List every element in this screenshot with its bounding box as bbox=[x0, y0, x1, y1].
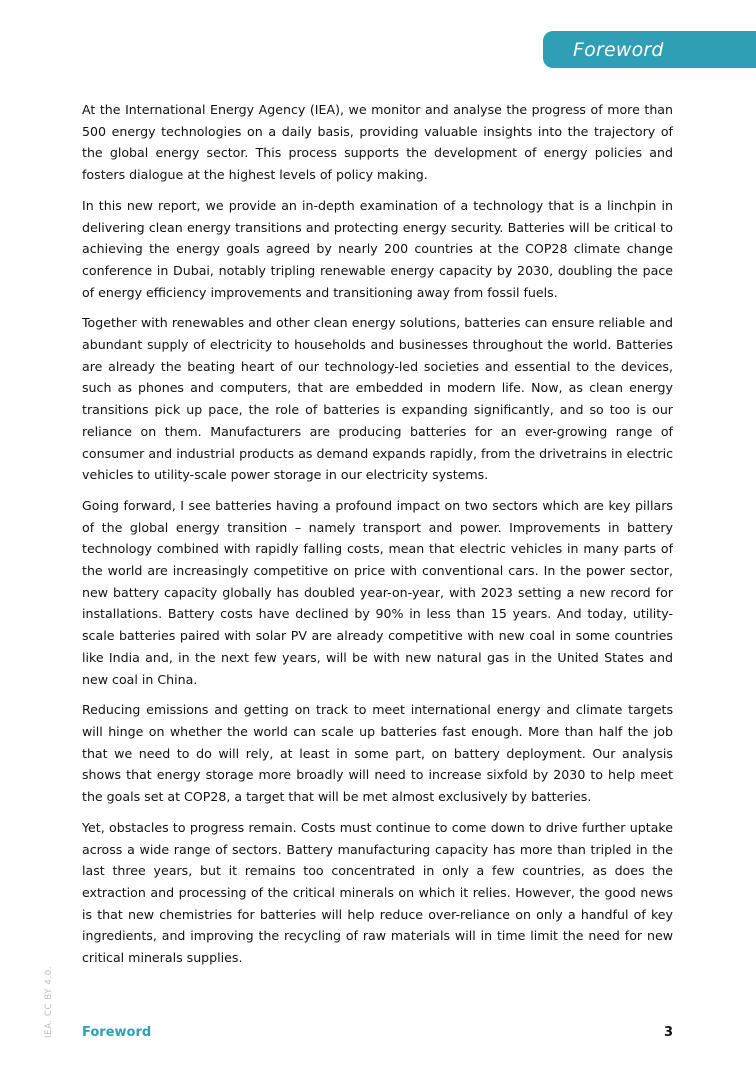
paragraph-3: Together with renewables and other clean energy solutions, batteries can ensure reliable and abundant supply of electricity to households and businesses throughout the world. Batteries are already the beating heart of our technology-led societies and essential to the devices, such as phones and computers, that are embedded in modern life. Now, as clean energy transitions pick up pace, the role of batteries is expanding significantly, and so too is our reliance on them. Manufacturers are producing batteries for an ever-growing range of consumer and industrial products as demand expands rapidly, from the drivetrains in electric vehicles to utility-scale power storage in our electricity systems. bbox=[82, 315, 673, 483]
body-text bbox=[82, 99, 673, 978]
page-number: 3 bbox=[663, 1025, 673, 1040]
paragraph-4: Going forward, I see batteries having a profound impact on two sectors which are key pillars of the global energy transition – namely transport and power. Improvements in battery technology combined with rapidly falling costs, mean that electric vehicles in many parts of the world are increasingly competitive on price with conventional cars. In the power sector, new battery capacity globally has doubled year-on-year, with 2023 setting a new record for installations. Battery costs have declined by 90% in less than 15 years. And today, utility-scale batteries paired with solar PV are already competitive with new coal in some countries like India and, in the next few years, will be with new natural gas in the United States and new coal in China. bbox=[82, 497, 673, 687]
footer-section-title: Foreword bbox=[82, 1025, 152, 1040]
paragraph-2: In this new report, we provide an in-depth examination of a technology that is a linchpin in delivering clean energy transitions and protecting energy security. Batteries will be critical to achieving the energy goals agreed by nearly 200 countries at the COP28 climate change conference in Dubai, notably tripling renewable energy capacity by 2030, doubling the pace of energy efficiency improvements and transitioning away from fossil fuels. bbox=[82, 197, 673, 300]
section-tab bbox=[543, 31, 756, 68]
paragraph-1: At the International Energy Agency (IEA), we monitor and analyse the progress of more than 500 energy technologies on a daily basis, providing valuable insights into the trajectory of the global energy sector. This process supports the development of energy policies and fosters dialogue at the highest levels of policy making. bbox=[82, 102, 673, 183]
paragraph-6: Yet, obstacles to progress remain. Costs must continue to come down to drive further uptake across a wide range of sectors. Battery manufacturing capacity has more than tripled in the last three years, but it remains too concentrated in only a few countries, as does the extraction and processing of the critical minerals on which it relies. However, the good news is that new chemistries for batteries will help reduce over-reliance on only a handful of key ingredients, and improving the recycling of raw materials will in time limit the need for new critical minerals supplies. bbox=[82, 819, 673, 966]
license-note: IEA. CC BY 4.0. bbox=[44, 966, 54, 1038]
paragraph-5: Reducing emissions and getting on track to meet international energy and climate targets will hinge on whether the world can scale up batteries fast enough. More than half the job that we need to do will rely, at least in some part, on battery deployment. Our analysis shows that energy storage more broadly will need to increase sixfold by 2030 to help meet the goals set at COP28, a target that will be met almost exclusively by batteries. bbox=[82, 702, 673, 805]
section-tab-label: Foreword bbox=[573, 38, 664, 61]
